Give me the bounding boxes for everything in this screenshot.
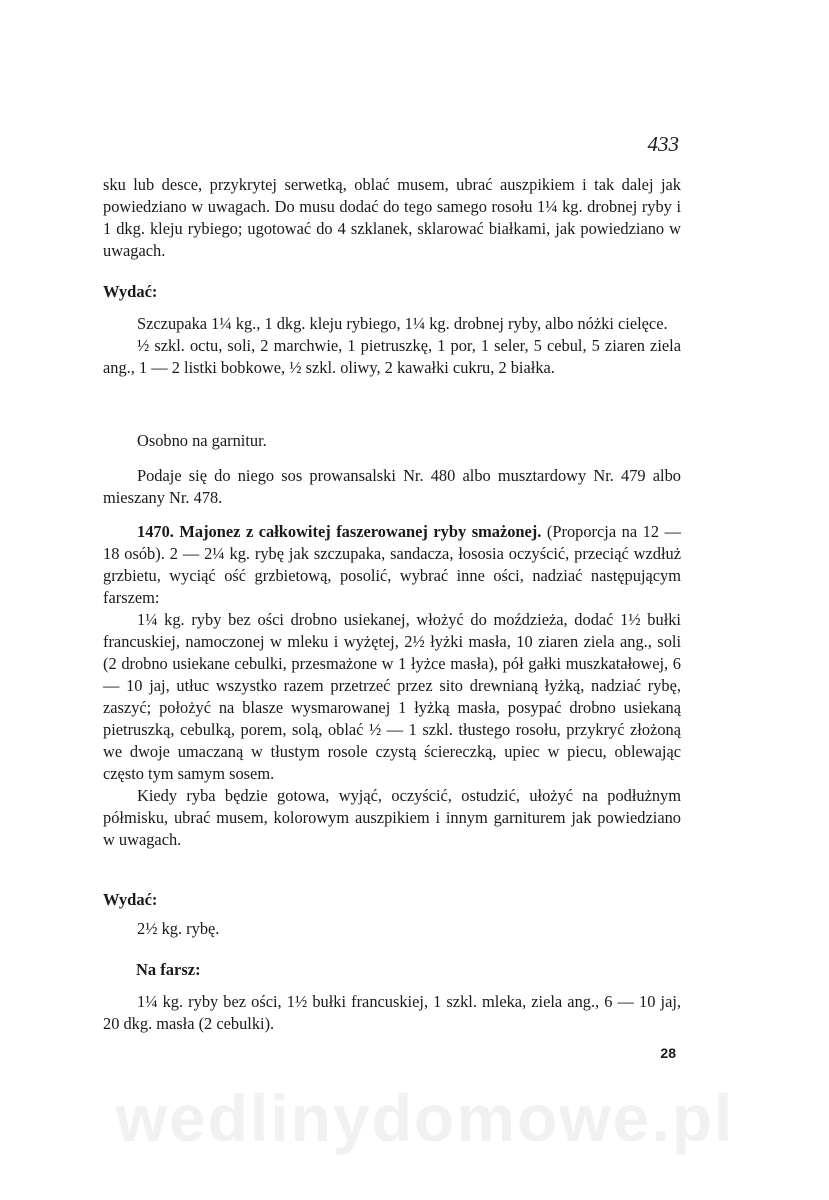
recipe-intro <box>103 521 681 609</box>
serve-heading-1: Wydać: <box>103 282 158 301</box>
recipe-1470 <box>103 521 681 851</box>
watermark: wedlinydomowe.pl <box>115 1081 735 1155</box>
garnish-note: Osobno na garnitur. <box>137 431 267 450</box>
recipe-stuffing: 1¼ kg. ryby bez ości drobno usiekanej, włożyć do moździeża, dodać 1½ bułki francuskiej, namoczonej w mleku i wyżętej, 2½ łyżki masła, 10 ziaren ziela ang., soli (2 drobno usiekane cebulki, przesmażone w 1 łyżce masła), pół gałki muszkatałowej, 6 — 10 jaj, utłuc wszystko razem przetrzeć przez sito drewnianą łyżką, nadziać rybę, zaszyć; położyć na blasze wysmarowanej 1 łyżką masła, posypać drobno usiekaną pietruszką, cebulką, porem, solą, oblać ½ — 1 szkl. tłustego rosołu, przykryć złożoną we dwoje umaczaną w tłustym rosole czystą ściereczką, upiec w piecu, oblewając często tym samym sosem. <box>103 610 681 783</box>
sauce-note: Podaje się do niego sos prowansalski Nr. 480 albo musztardowy Nr. 479 albo mieszany Nr. 478. <box>103 466 681 507</box>
recipe-proportion: (Proporcja na 12 — 18 osób). 2 — 2¼ kg. rybę jak szczupaka, sandacza, łososia oczyścić, przeciąć wzdłuż grzbietu, wyciąć ość grzbietową, posolić, wybrać inne ości, nadziać następującym farszem: <box>103 522 681 607</box>
serve-1-line-2: ½ szkl. octu, soli, 2 marchwie, 1 pietruszkę, 1 por, 1 seler, 5 cebul, 5 ziaren ziela ang., 1 — 2 listki bobkowe, ½ szkl. oliwy, 2 kawałki cukru, 2 białka. <box>103 336 681 377</box>
intro-paragraph: sku lub desce, przykrytej serwetką, oblać musem, ubrać auszpikiem i tak dalej jak powiedziano w uwagach. Do musu dodać do tego samego rosołu 1¼ kg. drobnej ryby i 1 dkg. kleju rybiego; ugotować do 4 szklanek, sklarować białkami, jak powiedziano w uwagach. <box>103 175 681 260</box>
stuffing-ingredients: 1¼ kg. ryby bez ości, 1½ bułki francuskiej, 1 szkl. mleka, ziela ang., 6 — 10 jaj, 20 dkg. masła (2 cebulki). <box>103 992 681 1033</box>
serve-2-fish: 2½ kg. rybę. <box>137 919 220 938</box>
recipe-title: 1470. Majonez z całkowitej faszerowanej ryby smażonej. <box>137 522 542 541</box>
recipe-finishing: Kiedy ryba będzie gotowa, wyjąć, oczyścić, ostudzić, ułożyć na podłużnym półmisku, ubrać musem, kolorowym auszpikiem i innym garniturem jak powiedziano w uwagach. <box>103 786 681 849</box>
intro-text <box>103 174 681 262</box>
sheet-mark: 28 <box>660 1045 676 1061</box>
serve-list-1 <box>103 313 681 379</box>
page-number: 433 <box>647 132 679 156</box>
serve-heading-2: Wydać: <box>103 890 158 909</box>
serve-1-line-1: Szczupaka 1¼ kg., 1 dkg. kleju rybiego, 1¼ kg. drobnej ryby, albo nóżki cielęce. <box>137 314 668 333</box>
stuffing-heading: Na farsz: <box>136 960 201 979</box>
